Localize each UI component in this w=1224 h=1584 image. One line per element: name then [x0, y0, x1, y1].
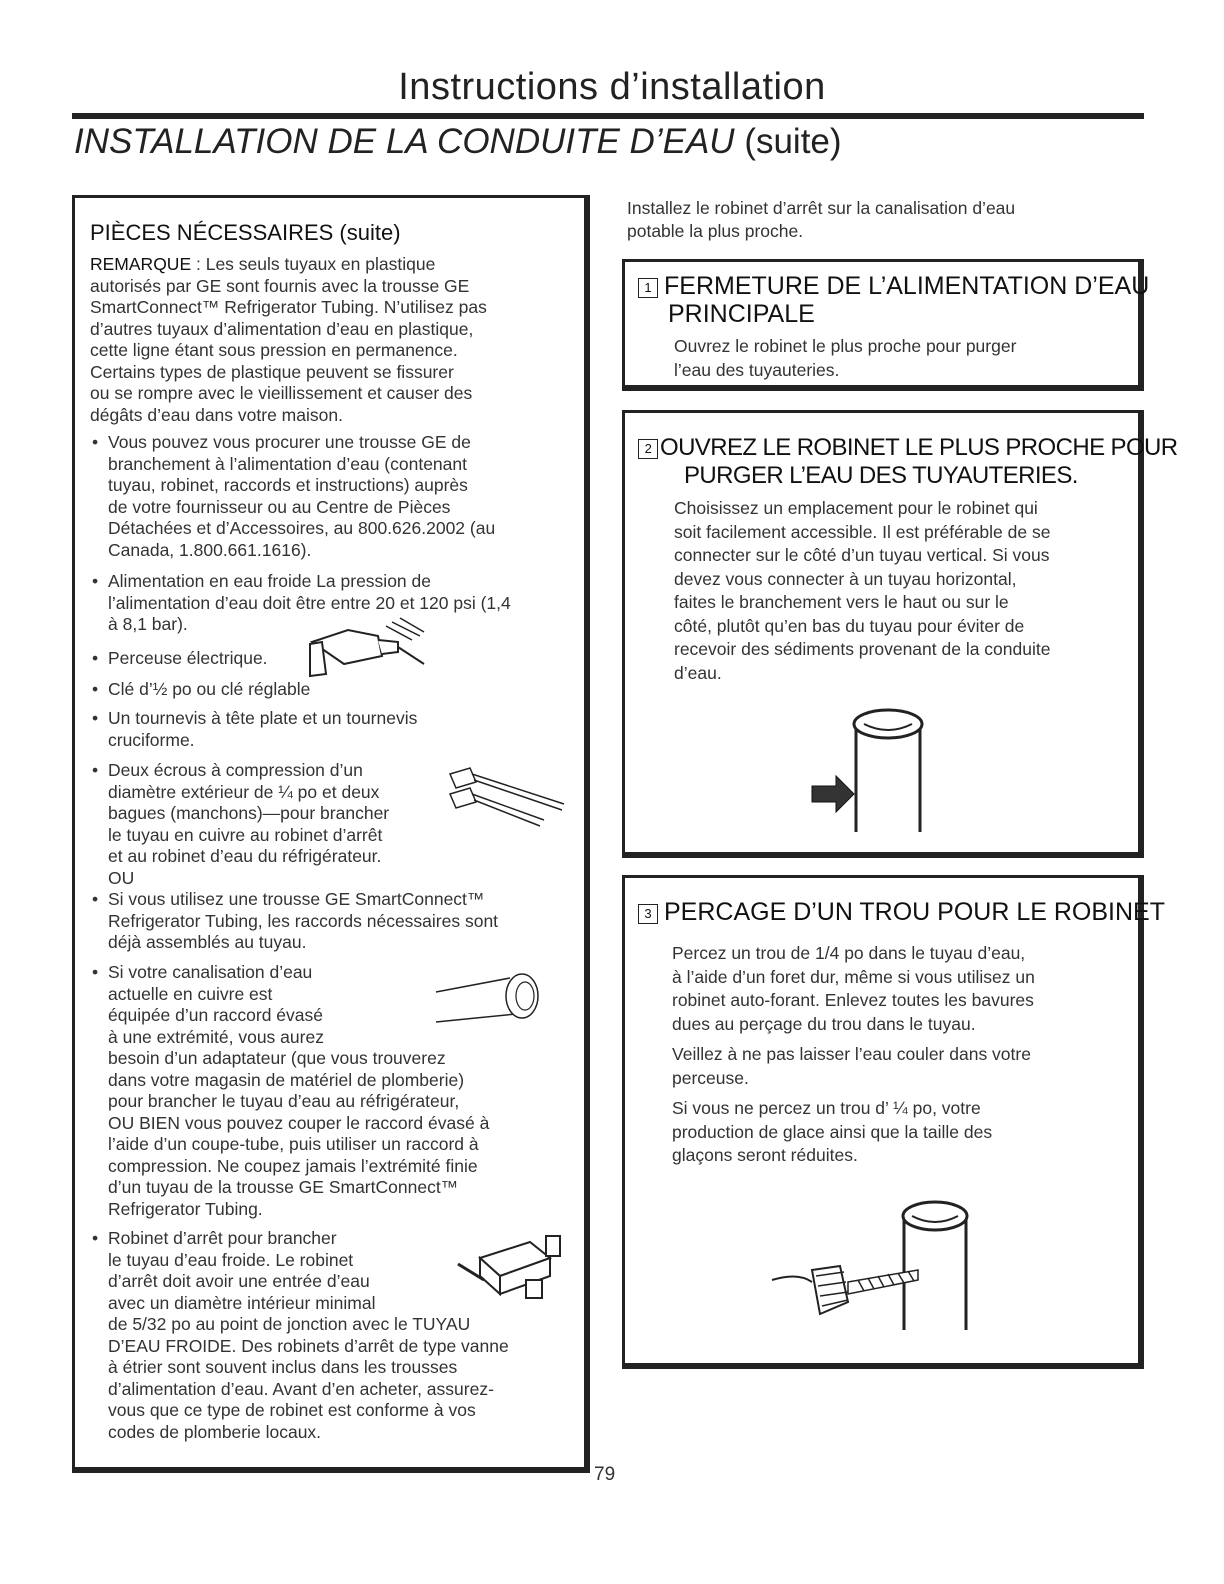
- bullet-dot: •: [92, 571, 99, 591]
- bullet-nuts-line: Deux écrous à compression d’un: [108, 760, 363, 780]
- bullet-dot: •: [92, 679, 99, 699]
- note-line: dégâts d’eau dans votre maison.: [90, 404, 343, 425]
- step-2-body-line: devez vous connecter à un tuyau horizontal,: [674, 568, 1017, 589]
- bullet-flare-line: équipée d’un raccord évasé: [108, 1005, 324, 1025]
- bullet-wrench-text: Clé d’½ po ou clé réglable: [108, 679, 311, 699]
- bullet-kit-line: Canada, 1.800.661.1616).: [108, 539, 312, 560]
- note-line: autorisés par GE sont fournis avec la trousse GE: [90, 275, 470, 296]
- step-1-title-line: FERMETURE DE L’ALIMENTATION D’EAU: [664, 272, 1150, 300]
- bullet-valve-line: codes de plomberie locaux.: [108, 1421, 322, 1442]
- bullet-smartconnect-line: Refrigerator Tubing, les raccords nécessaires sont: [108, 910, 499, 931]
- step-3-para-line: perceuse.: [672, 1067, 749, 1088]
- flared-copper-tube-icon: [430, 970, 545, 1030]
- bullet-nuts-line: OU: [108, 867, 135, 888]
- step-2-title-line: PURGER L’EAU DES TUYAUTERIES.: [684, 462, 1078, 489]
- bullet-cold-line: l’alimentation d’eau doit être entre 20 et 120 psi (1,4: [108, 592, 511, 613]
- step-2-title-line: OUVREZ LE ROBINET LE PLUS PROCHE POUR: [660, 434, 1178, 461]
- bullet-nuts-line: bagues (manchons)—pour brancher: [108, 803, 390, 823]
- step-3-para-line: production de glace ainsi que la taille des: [672, 1121, 993, 1142]
- page-title: Instructions d’installation: [398, 66, 826, 108]
- step-1-body-line: Ouvrez le robinet le plus proche pour purger: [674, 336, 1017, 356]
- step-3-para-line: à l’aide d’un foret dur, même si vous utilisez un: [672, 966, 1035, 987]
- bullet-flare-line: compression. Ne coupez jamais l’extrémité finie: [108, 1155, 478, 1176]
- title-rule: [72, 113, 1144, 119]
- bullet-cold-water: [92, 571, 511, 634]
- bullet-screwdrivers: [92, 708, 418, 750]
- step-1-body-line: l’eau des tuyauteries.: [674, 359, 840, 380]
- bullet-dot: •: [92, 962, 99, 982]
- electric-drill-icon: [300, 612, 436, 682]
- bullet-kit-line: de votre fournisseur ou au Centre de Pièces: [108, 496, 451, 517]
- section-title-text: INSTALLATION DE LA CONDUITE D’EAU: [74, 122, 735, 161]
- bullet-valve-line: le tuyau d’eau froide. Le robinet: [108, 1249, 354, 1270]
- step-1-title: [638, 272, 1149, 328]
- bullet-smartconnect-line: déjà assemblés au tuyau.: [108, 932, 307, 952]
- note-label: REMARQUE: [90, 254, 192, 274]
- drilling-pipe-icon: [768, 1190, 978, 1340]
- bullet-kit: [92, 432, 496, 560]
- bullet-cold-line: à 8,1 bar).: [108, 614, 188, 634]
- step-2-body-line: soit facilement accessible. Il est préférable de se: [674, 521, 1051, 542]
- bullet-dot: •: [92, 708, 99, 728]
- bullet-kit-line: Détachées et d’Accessoires, au 800.626.2002 (au: [108, 518, 496, 538]
- bullet-valve-line: vous que ce type de robinet est conforme à vos: [108, 1400, 476, 1420]
- intro-paragraph: [627, 197, 1107, 243]
- bullet-dot: •: [92, 889, 99, 909]
- step-2-number: 2: [638, 439, 658, 459]
- note-line: Certains types de plastique peuvent se fissurer: [90, 361, 454, 382]
- step-3-paragraph-1: [672, 942, 1035, 1036]
- step-3-para-line: glaçons seront réduites.: [672, 1145, 858, 1165]
- bullet-flare-line: dans votre magasin de matériel de plomberie): [108, 1069, 465, 1090]
- step-2-body-line: faites le branchement vers le haut ou sur le: [674, 592, 1009, 612]
- intro-line: potable la plus proche.: [627, 221, 804, 241]
- bullet-kit-line: tuyau, robinet, raccords et instructions) auprès: [108, 475, 468, 495]
- bullet-valve-line: avec un diamètre intérieur minimal: [108, 1292, 376, 1313]
- bullet-drill-text: Perceuse électrique.: [108, 648, 268, 668]
- bullet-flare-line: pour brancher le tuyau d’eau au réfrigérateur,: [108, 1091, 460, 1111]
- bullet-flare-line: Refrigerator Tubing.: [108, 1198, 263, 1219]
- shutoff-valve-icon: [450, 1228, 575, 1308]
- bullet-dot: •: [92, 760, 99, 780]
- step-3-paragraph-3: [672, 1097, 992, 1168]
- step-2-body-line: Choisissez un emplacement pour le robinet qui: [674, 498, 1038, 518]
- step-2-body-line: recevoir des sédiments provenant de la conduite: [674, 639, 1051, 659]
- step-2-body: [674, 497, 1050, 685]
- step-2-body-line: connecter sur le côté d’un tuyau vertical. Si vous: [674, 545, 1050, 565]
- bullet-flare-fitting: [92, 962, 490, 1219]
- step-3-title: [638, 898, 1165, 926]
- bullet-valve-line: à étrier sont souvent inclus dans les trousses: [108, 1357, 458, 1377]
- bullet-screwdriver-line: Un tournevis à tête plate et un tournevis: [108, 708, 418, 728]
- vertical-pipe-arrow-icon: [810, 700, 950, 840]
- bullet-compression-nuts: [92, 760, 390, 888]
- step-3-para-line: dues au perçage du trou dans le tuyau.: [672, 1013, 976, 1034]
- section-title-suffix: (suite): [744, 122, 842, 161]
- step-3-para-line: Veillez à ne pas laisser l’eau couler dans votre: [672, 1044, 1031, 1064]
- bullet-flare-line: à une extrémité, vous aurez: [108, 1026, 324, 1047]
- bullet-kit-line: branchement à l’alimentation d’eau (contenant: [108, 453, 467, 474]
- step-2-title: [638, 434, 1177, 490]
- bullet-smartconnect: [92, 889, 499, 952]
- compression-nuts-icon: [440, 762, 570, 832]
- step-2-body-line: côté, plutôt qu’en bas du tuyau pour éviter de: [674, 615, 1025, 636]
- required-parts-heading: PIÈCES NÉCESSAIRES (suite): [90, 220, 401, 245]
- note-line: ou se rompre avec le vieillissement et causer des: [90, 383, 473, 403]
- note-paragraph: [90, 254, 572, 426]
- bullet-flare-line: actuelle en cuivre est: [108, 983, 273, 1004]
- step-3-para-line: robinet auto-forant. Enlevez toutes les bavures: [672, 990, 1034, 1010]
- bullet-shutoff-valve: [92, 1228, 509, 1442]
- bullet-valve-line: de 5/32 po au point de jonction avec le TUYAU: [108, 1314, 471, 1334]
- step-3-paragraph-2: [672, 1043, 1031, 1090]
- bullet-dot: •: [92, 432, 99, 452]
- bullet-valve-line: Robinet d’arrêt pour brancher: [108, 1228, 337, 1248]
- bullet-cold-line: Alimentation en eau froide La pression de: [108, 571, 431, 591]
- bullet-nuts-line: diamètre extérieur de ¼ po et deux: [108, 781, 380, 802]
- bullet-flare-line: Si votre canalisation d’eau: [108, 962, 313, 982]
- step-2-body-line: d’eau.: [674, 662, 722, 683]
- intro-line: Installez le robinet d’arrêt sur la canalisation d’eau: [627, 198, 1016, 218]
- step-1-title-line: PRINCIPALE: [668, 300, 815, 328]
- bullet-dot: •: [92, 648, 99, 668]
- bullet-nuts-line: et au robinet d’eau du réfrigérateur.: [108, 846, 382, 866]
- note-line: SmartConnect™ Refrigerator Tubing. N’utilisez pas: [90, 297, 487, 317]
- step-3-para-line: Percez un trou de 1/4 po dans le tuyau d’eau,: [672, 943, 1026, 963]
- bullet-flare-line: d’un tuyau de la trousse GE SmartConnect™: [108, 1177, 459, 1197]
- bullet-smartconnect-line: Si vous utilisez une trousse GE SmartConnect™: [108, 889, 485, 909]
- section-title: [74, 122, 842, 162]
- note-line: : Les seuls tuyaux en plastique: [191, 254, 436, 274]
- step-3-number: 3: [638, 904, 658, 924]
- bullet-flare-line: OU BIEN vous pouvez couper le raccord évasé à: [108, 1112, 490, 1133]
- bullet-dot: •: [92, 1228, 99, 1248]
- step-1-number: 1: [638, 278, 658, 298]
- note-line: cette ligne étant sous pression en permanence.: [90, 340, 458, 360]
- bullet-kit-line: Vous pouvez vous procurer une trousse GE de: [108, 432, 471, 452]
- note-line: d’autres tuyaux d’alimentation d’eau en plastique,: [90, 318, 474, 339]
- bullet-wrench: [92, 679, 311, 701]
- step-3-title-text: PERCAGE D’UN TROU POUR LE ROBINET: [664, 898, 1166, 926]
- bullet-flare-line: besoin d’un adaptateur (que vous trouverez: [108, 1048, 446, 1068]
- page-number: 79: [594, 1464, 616, 1485]
- bullet-valve-line: D’EAU FROIDE. Des robinets d’arrêt de type vanne: [108, 1335, 509, 1356]
- step-3-para-line: Si vous ne percez un trou d’ ¼ po, votre: [672, 1098, 981, 1118]
- bullet-screwdriver-line: cruciforme.: [108, 729, 195, 750]
- step-1-body: [674, 335, 1016, 382]
- bullet-flare-line: l’aide d’un coupe-tube, puis utiliser un raccord à: [108, 1134, 479, 1154]
- bullet-valve-line: d’arrêt doit avoir une entrée d’eau: [108, 1271, 370, 1291]
- bullet-nuts-line: le tuyau en cuivre au robinet d’arrêt: [108, 824, 383, 845]
- bullet-drill: [92, 648, 268, 670]
- bullet-valve-line: d’alimentation d’eau. Avant d’en acheter, assurez-: [108, 1378, 494, 1399]
